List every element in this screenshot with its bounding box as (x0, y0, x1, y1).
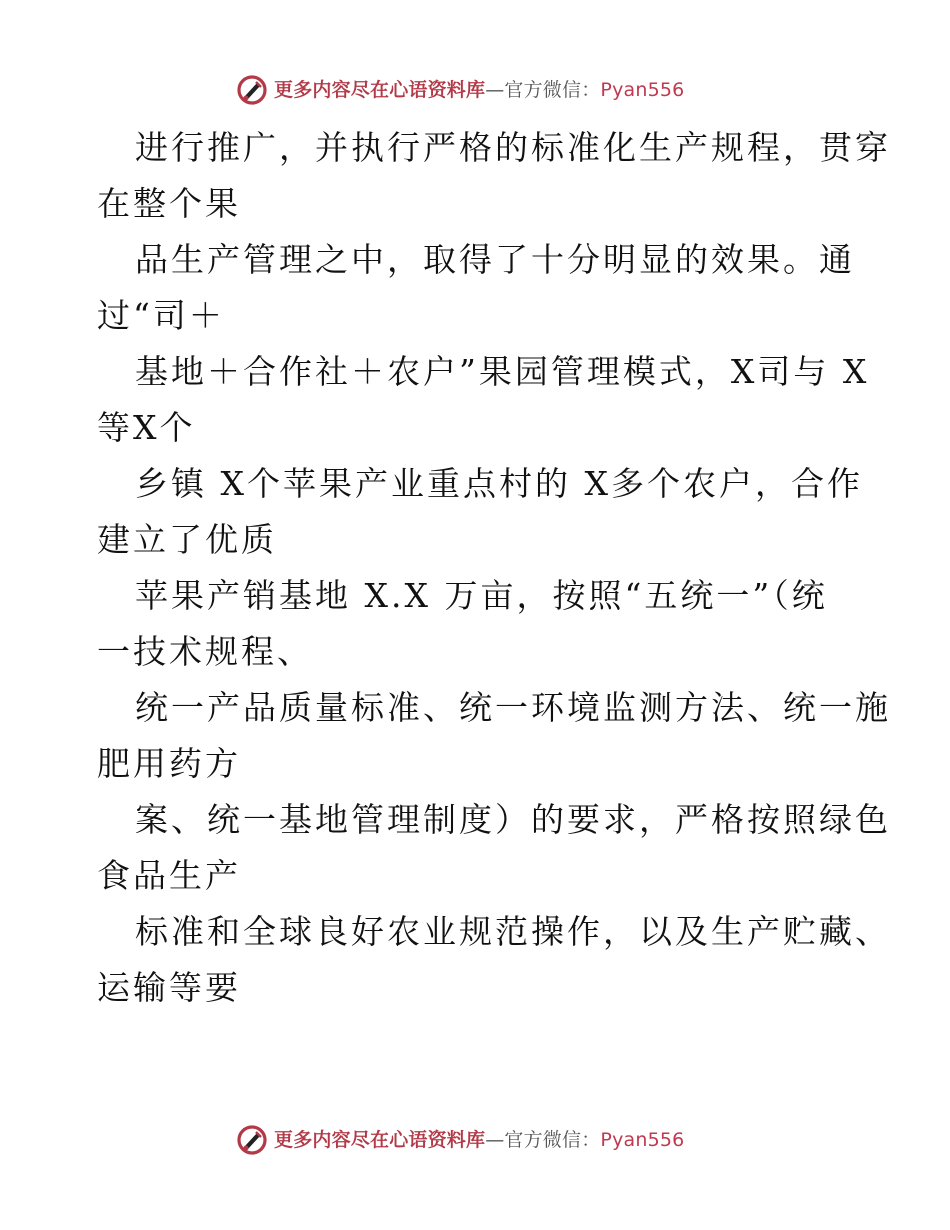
paragraph-line: 案、统一基地管理制度）的要求，严格按照绿色 (135, 800, 891, 839)
paragraph-line: 食品生产 (97, 856, 241, 895)
brush-seal-logo-icon (236, 1124, 268, 1156)
paragraph (97, 792, 897, 904)
brush-seal-logo-icon (236, 74, 268, 106)
banner-separator: — (485, 1128, 505, 1151)
paragraph-line: 乡镇 X个苹果产业重点村的 X多个农户，合作 (135, 464, 863, 503)
paragraph-line: 品生产管理之中，取得了十分明显的效果。通 (135, 240, 855, 279)
paragraph (97, 904, 897, 1016)
banner-main-text: 更多内容尽在心语资料库 (274, 78, 486, 101)
document-body (97, 120, 897, 1060)
paragraph-line: 苹果产销基地 X.X 万亩，按照“五统一”（统 (135, 576, 828, 615)
paragraph (97, 344, 897, 456)
paragraph (97, 456, 897, 568)
banner-wechat-label: 官方微信： (504, 1128, 601, 1151)
footer-banner (236, 1123, 684, 1157)
paragraph-line: 等X个 (97, 408, 196, 447)
paragraph-line: 标准和全球良好农业规范操作，以及生产贮藏、 (135, 912, 891, 951)
paragraph (97, 568, 897, 680)
paragraph-line: 一技术规程、 (97, 632, 313, 671)
paragraph-line: 过“司＋ (97, 296, 225, 335)
paragraph (97, 232, 897, 344)
paragraph-line: 建立了优质 (97, 520, 277, 559)
paragraph-line: 统一产品质量标准、统一环境监测方法、统一施 (135, 688, 891, 727)
header-banner (236, 73, 684, 107)
banner-main-text: 更多内容尽在心语资料库 (274, 1128, 486, 1151)
paragraph-line: 肥用药方 (97, 744, 241, 783)
paragraph-line: 基地＋合作社＋农户”果园管理模式，X司与 X (135, 352, 870, 391)
banner-separator: — (485, 78, 505, 101)
paragraph-line: 在整个果 (97, 184, 241, 223)
paragraph (97, 120, 897, 232)
banner-wechat-id: Pyan556 (600, 78, 685, 101)
banner-wechat-label: 官方微信： (504, 78, 601, 101)
banner-wechat-id: Pyan556 (600, 1128, 685, 1151)
banner-text (274, 1128, 685, 1151)
paragraph (97, 680, 897, 792)
paragraph-line: 运输等要 (97, 968, 241, 1007)
banner-text (274, 78, 685, 101)
paragraph-line: 进行推广，并执行严格的标准化生产规程，贯穿 (135, 128, 891, 167)
